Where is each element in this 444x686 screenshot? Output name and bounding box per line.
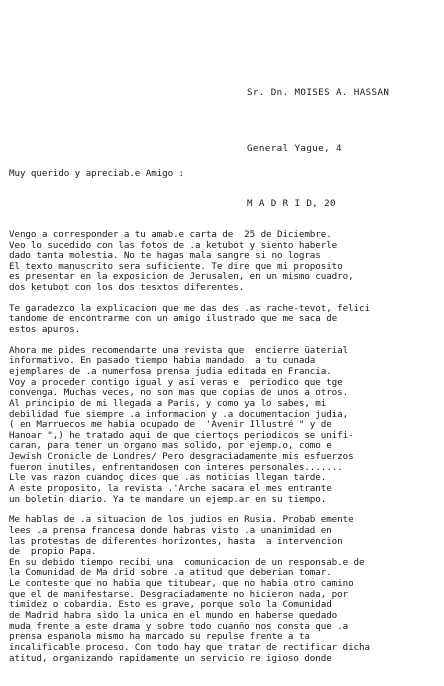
text-line: es presentar en la exposicion de Jerusalen, en un mismo cuadro, [9, 271, 354, 283]
text-line: las protestas de diferentes horizontes, hasta a intervencion [9, 535, 343, 547]
text-line: de propio Papa. [9, 546, 97, 558]
text-line: Al principio de mi llegada a Paris, y como ya lo sabes, mi [9, 397, 327, 409]
text-line: muda frente a este drama y sobre todo cuanño nos consta que .a [9, 620, 349, 632]
paragraph [9, 346, 441, 506]
text-line: atitud, organizando rapidamente un servicio re igioso donde [9, 652, 332, 664]
greeting [9, 147, 441, 200]
text-line: un boletin diario. Ya te mandare un ejemp.ar en su tiempo. [9, 493, 327, 505]
text-line: incalificable proceso. Con todo hay que tratar de rectificar dicha [9, 641, 370, 653]
paragraph [9, 515, 441, 664]
text-line: prensa espanola mismo ha marcado su repulse frente a ta [9, 631, 310, 643]
text-line: convenga. Muchas veces, no son mas que copias de unos a otros. [9, 387, 349, 399]
text-line: El texto manuscrito sera suficiente. Te dire que mi proposito [9, 260, 343, 272]
address-line: Sr. Dn. MOISES A. HASSAN [247, 87, 390, 98]
text-line: debilidad fue siempre .a informacion y .a documentacion judia, [9, 408, 349, 420]
paragraph [9, 304, 441, 336]
text-line: estos apuros. [9, 324, 81, 336]
text-line: Me hablas de .a situacion de los judios en Rusia. Probab emente [9, 514, 354, 526]
text-line: Vengo a corresponder a tu amab.e carta de 25 de Diciembre. [9, 228, 332, 240]
text-line: Jewish Cronicle de Londres/ Pero desgraciadamente mis esfuerzos [9, 451, 354, 463]
text-line: A este proposito, la revista .'Arche sacara el mes entrante [9, 482, 332, 494]
paragraph [9, 230, 441, 294]
text-line: timidez o cobardia. Esto es grave, porque solo la Comunidad [9, 599, 332, 611]
address-line: M A D R I D, 20 [247, 198, 336, 209]
text-line: ejemplares de .a numerfosa prensa judia editada en Francia. [9, 365, 332, 377]
text-line: Hanoar ",) he tratado aqui de que ciertoçs periodicos se unifi- [9, 429, 354, 441]
text-line: dos ketubot con los dos tesxtos diferentes. [9, 282, 245, 294]
text-line: Voy a proceder contigo igual y asi veras e periodico que tge [9, 376, 343, 388]
text-line: En su debido tiempo recibi una comunicacion de un responsab.e de [9, 556, 365, 568]
text-line: ( en Marruecos me habia ocupado de 'Avenir Illustré " y de [9, 419, 332, 431]
text-line: informativo. En pasado tiempo habia mandado a tu cunada [9, 355, 316, 367]
text-line: caran, para tener un organo mas solido, por ejemp.o, como e [9, 440, 332, 452]
paragraphs [9, 230, 441, 664]
text-line: la Comunidad de Ma drid sobre .a atitud que deberian tomar. [9, 567, 332, 579]
text-line: Ahora me pides recomendarte una revista que encierre üaterial [9, 344, 349, 356]
text-line: Veo lo sucedido con las fotos de .a ketubot y siento haberle [9, 239, 338, 251]
text-line: dado tanta molestia. No te hagas mala sangre si no logras [9, 250, 321, 262]
text-line: que el de manifestarse. Desgraciadamente no hicieron nada, por [9, 588, 349, 600]
text-line: Lle vas razon cuandoç dices que .as noticias llegan tarde. [9, 472, 327, 484]
text-line: lees .a prensa francesa donde habras visto .a unanimidad en [9, 524, 332, 536]
greeting-line: Muy querido y apreciab.e Amigo : [9, 167, 185, 179]
text-line: fueron inutiles, enfrentandosen con interes personales....... [9, 461, 343, 473]
text-line: Le conteste que no habia que titubear, que no habia otro camino [9, 578, 354, 590]
address-line: General Yague, 4 [247, 142, 342, 154]
text-line: Te garadezco la explicacion que me das des .as rache-tevot, felici [9, 302, 370, 314]
text-line: de Madrid habra sido la unica en el mundo en haberse quedado [9, 610, 338, 622]
text-line: tandome de encontrarme con un amigo ilustrado que me saca de [9, 313, 338, 325]
letter-body [9, 126, 441, 686]
